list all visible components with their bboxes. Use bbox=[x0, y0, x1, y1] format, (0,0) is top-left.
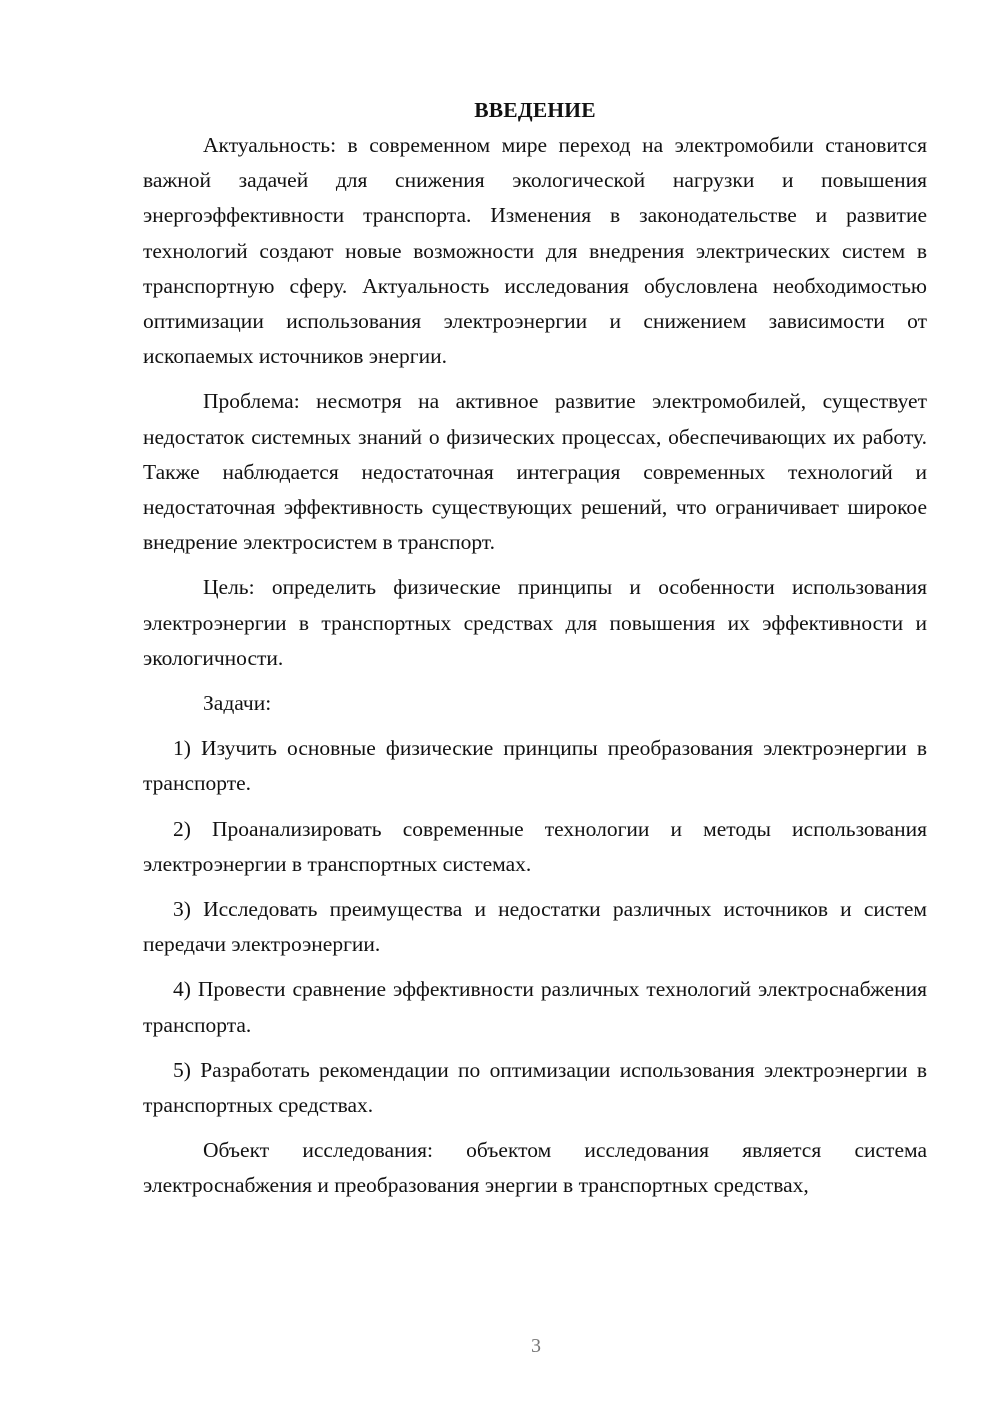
paragraph-goal: Цель: определить физические принципы и особенности использования электроэнергии в транспортных средствах для повышения их эффективности и экологичности. bbox=[143, 575, 927, 670]
page-content bbox=[143, 92, 927, 1204]
paragraph-object: Объект исследования: объектом исследования является система электроснабжения и преобразования энергии в транспортных средствах, bbox=[143, 1138, 927, 1198]
tasks-heading: Задачи: bbox=[203, 691, 272, 716]
task-item-5: 5) Разработать рекомендации по оптимизации использования электроэнергии в транспортных средствах. bbox=[143, 1057, 927, 1118]
task-item-3: 3) Исследовать преимущества и недостатки различных источников и систем передачи электроэнергии. bbox=[143, 897, 927, 957]
page-footer bbox=[0, 1332, 1000, 1360]
paragraph-problem: Проблема: несмотря на активное развитие электромобилей, существует недостаток системных знаний о физических процессах, обеспечивающих их работу. Также наблюдается недостаточная интеграция современных технологий и недостаточная эффективность существующих решений, что ограничивает широкое внедрение электросистем в транспорт. bbox=[143, 389, 927, 555]
paragraph-relevance: Актуальность: в современном мире переход на электромобили становится важной задачей для снижения экологической нагрузки и повышения энергоэффективности транспорта. Изменения в законодательстве и развитие технологий создают новые возможности для внедрения электрических систем в транспортную сферу. Актуальность исследования обусловлена необходимостью оптимизации использования электроэнергии и снижением зависимости от ископаемых источников энергии. bbox=[143, 133, 927, 369]
task-item-4: 4) Провести сравнение эффективности различных технологий электроснабжения транспорта. bbox=[143, 977, 927, 1037]
page-number: 3 bbox=[531, 1335, 541, 1357]
task-item-1: 1) Изучить основные физические принципы преобразования электроэнергии в транспорте. bbox=[143, 736, 927, 796]
task-item-2: 2) Проанализировать современные технологии и методы использования электроэнергии в транспортных системах. bbox=[143, 816, 927, 876]
page-title: ВВЕДЕНИЕ bbox=[474, 98, 596, 122]
